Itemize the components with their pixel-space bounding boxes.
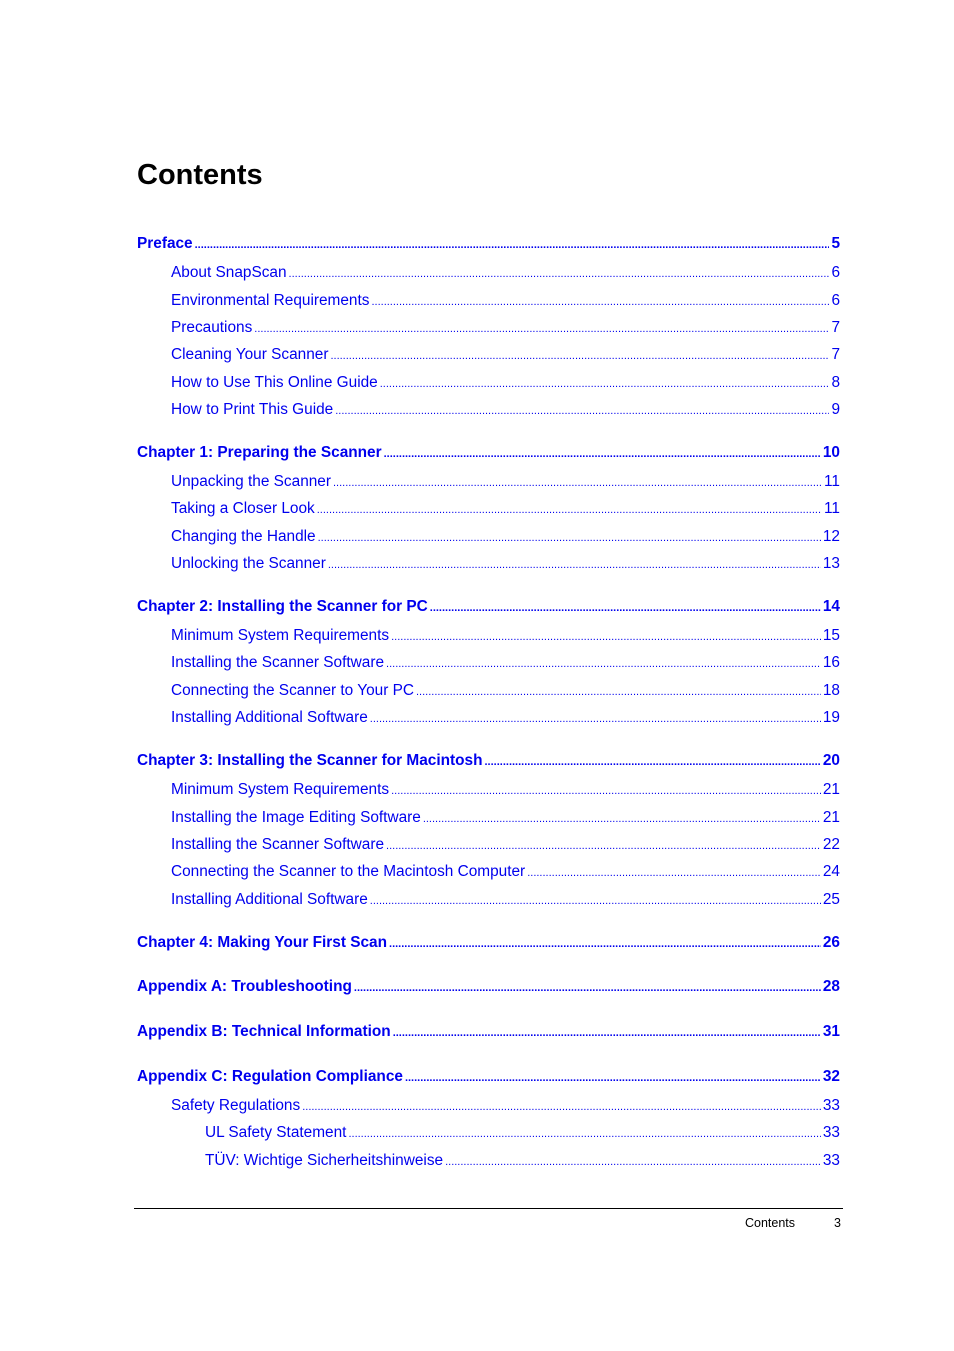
toc-entry-cleaning-your-scanner[interactable] [171,345,840,365]
toc-entry-page: 6 [831,292,840,309]
dot-leader [391,781,821,801]
toc-entry-online-guide[interactable] [171,373,840,393]
toc-entry-label: How to Use This Online Guide [171,374,378,391]
toc-entry-label: Appendix C: Regulation Compliance [137,1068,403,1085]
toc-entry-appendix-b[interactable] [137,1022,840,1042]
dot-leader [380,374,830,394]
dot-leader [423,809,821,829]
toc-entry-page: 11 [824,473,840,490]
toc-entry-connecting-mac[interactable] [171,862,840,882]
toc-entry-label: About SnapScan [171,264,287,281]
toc-entry-label: Installing the Scanner Software [171,654,385,671]
toc-entry-label: Connecting the Scanner to Your PC [171,682,414,699]
dot-leader [430,598,821,618]
toc-entry-label: Unpacking the Scanner [171,473,331,490]
dot-leader [393,1023,821,1043]
toc-entry-precautions[interactable] [171,318,840,338]
dot-leader [289,264,830,284]
toc-entry-label: Preface [137,235,193,252]
toc-entry-chapter-3[interactable] [137,751,840,771]
toc-entry-page: 8 [831,374,840,391]
toc-entry-closer-look[interactable] [171,499,840,519]
dot-leader [302,1097,821,1117]
dot-leader [391,627,821,647]
toc-entry-page: 25 [822,891,840,908]
toc-entry-page: 20 [822,752,840,769]
toc-entry-page: 13 [822,555,840,572]
dot-leader [195,235,830,255]
toc-entry-label: Installing the Scanner Software [171,836,385,853]
toc-entry-label: UL Safety Statement [205,1124,347,1141]
toc-entry-page: 24 [822,863,840,880]
toc-entry-label: Chapter 2: Installing the Scanner for PC [137,598,428,615]
toc-entry-about-snapscan[interactable] [171,263,840,283]
toc-entry-environmental-requirements[interactable] [171,291,840,311]
dot-leader [485,752,821,772]
dot-leader [386,836,821,856]
dot-leader [389,934,821,954]
toc-entry-page: 33 [822,1124,840,1141]
toc-entry-label: Unlocking the Scanner [171,555,326,572]
toc-entry-label: Appendix B: Technical Information [137,1023,391,1040]
toc-entry-label: Changing the Handle [171,528,316,545]
toc-entry-page: 32 [822,1068,840,1085]
toc-entry-page: 19 [822,709,840,726]
toc-entry-label: Precautions [171,319,253,336]
toc-entry-unlocking[interactable] [171,554,840,574]
toc-entry-label: Minimum System Requirements [171,627,390,644]
dot-leader [370,709,821,729]
toc-entry-changing-handle[interactable] [171,527,840,547]
toc-entry-ul-safety-statement[interactable] [205,1123,840,1143]
toc-entry-min-requirements-pc[interactable] [171,626,840,646]
toc-entry-label: Chapter 1: Preparing the Scanner [137,444,382,461]
dot-leader [317,500,822,520]
dot-leader [445,1152,821,1172]
dot-leader [416,682,821,702]
toc-entry-label: How to Print This Guide [171,401,334,418]
toc-entry-page: 7 [831,346,840,363]
toc-entry-page: 18 [822,682,840,699]
dot-leader [405,1068,821,1088]
toc-entry-installing-software-mac[interactable] [171,835,840,855]
dot-leader [386,654,821,674]
toc-entry-min-requirements-mac[interactable] [171,780,840,800]
toc-entry-label: Minimum System Requirements [171,781,390,798]
toc-entry-label: Chapter 4: Making Your First Scan [137,934,388,951]
toc-entry-chapter-4[interactable] [137,933,840,953]
toc-entry-page: 21 [822,809,840,826]
toc-entry-label: Safety Regulations [171,1097,301,1114]
toc-entry-page: 15 [822,627,840,644]
toc-entry-page: 16 [822,654,840,671]
dot-leader [330,346,829,366]
footer-divider [134,1208,843,1209]
toc-entry-label: Cleaning Your Scanner [171,346,329,363]
toc-entry-chapter-1[interactable] [137,443,840,463]
dot-leader [370,891,821,911]
toc-entry-page: 33 [822,1152,840,1169]
toc-entry-label: Connecting the Scanner to the Macintosh Computer [171,863,526,880]
toc-entry-additional-software-mac[interactable] [171,890,840,910]
toc-entry-label: Environmental Requirements [171,292,370,309]
dot-leader [328,555,821,575]
toc-entry-connecting-pc[interactable] [171,681,840,701]
toc-entry-label: TÜV: Wichtige Sicherheitshinweise [205,1152,444,1169]
dot-leader [348,1124,820,1144]
dot-leader [333,473,822,493]
page-title: Contents [137,159,263,191]
toc-entry-page: 12 [822,528,840,545]
footer-section-label: Contents [745,1216,796,1230]
toc-entry-unpacking[interactable] [171,472,840,492]
toc-entry-page: 14 [822,598,840,615]
toc-entry-page: 5 [831,235,840,252]
toc-entry-chapter-2[interactable] [137,597,840,617]
toc-entry-label: Installing Additional Software [171,709,368,726]
toc-entry-label: Installing Additional Software [171,891,368,908]
toc-entry-label: Taking a Closer Look [171,500,315,517]
toc-entry-preface[interactable] [137,234,840,254]
toc-entry-appendix-a[interactable] [137,977,840,997]
toc-entry-page: 11 [824,500,840,517]
toc-entry-label: Installing the Image Editing Software [171,809,421,826]
dot-leader [335,401,829,421]
toc-entry-safety-regulations[interactable] [171,1096,840,1116]
toc-entry-print-guide[interactable] [171,400,840,420]
toc-entry-page: 6 [831,264,840,281]
toc-entry-label: Chapter 3: Installing the Scanner for Macintosh [137,752,483,769]
toc-entry-appendix-c[interactable] [137,1067,840,1087]
toc-entry-page: 10 [822,444,840,461]
toc-entry-page: 33 [822,1097,840,1114]
toc-entry-page: 7 [831,319,840,336]
toc-entry-installing-software-pc[interactable] [171,653,840,673]
dot-leader [371,292,829,312]
dot-leader [354,978,821,998]
toc-entry-additional-software-pc[interactable] [171,708,840,728]
toc-entry-page: 26 [822,934,840,951]
toc-entry-tuv-hinweise[interactable] [205,1151,840,1171]
dot-leader [318,528,821,548]
toc-entry-page: 28 [822,978,840,995]
toc-entry-label: Appendix A: Troubleshooting [137,978,352,995]
toc-entry-image-editing-software[interactable] [171,808,840,828]
toc-entry-page: 21 [822,781,840,798]
footer-page-number: 3 [834,1216,841,1230]
dot-leader [254,319,829,339]
toc-entry-page: 9 [831,401,840,418]
toc-entry-page: 22 [822,836,840,853]
dot-leader [384,444,821,464]
toc-entry-page: 31 [822,1023,840,1040]
dot-leader [527,863,821,883]
